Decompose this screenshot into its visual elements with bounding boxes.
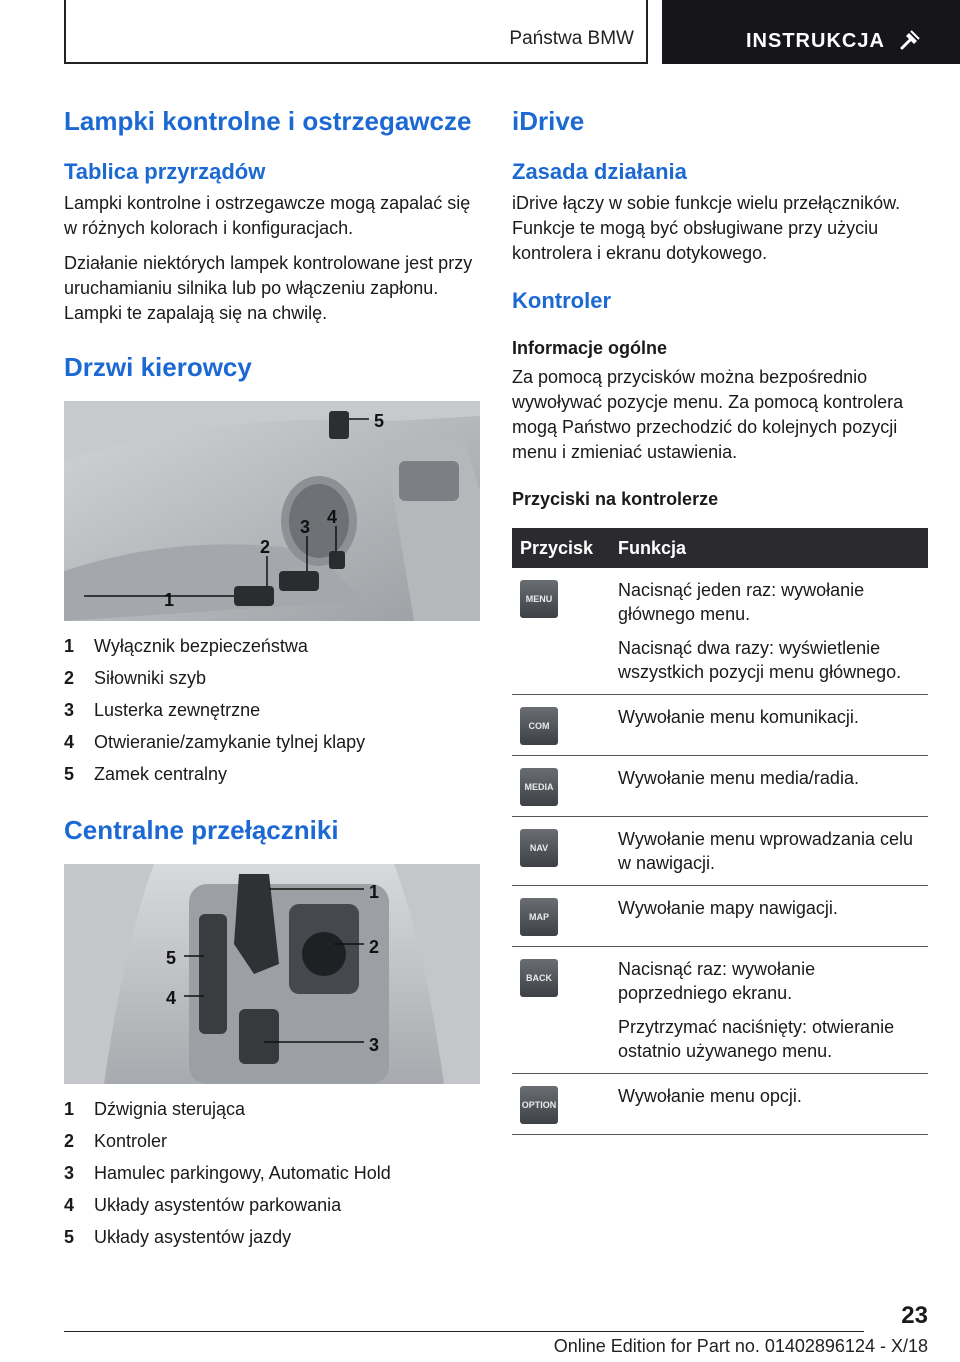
list-item xyxy=(64,731,482,763)
map-key-icon: MAP xyxy=(520,898,558,936)
list-item xyxy=(64,635,482,667)
table-cell: Wywołanie menu komunikacji. xyxy=(618,707,859,727)
table-row xyxy=(512,817,928,886)
legend-text: Układy asystentów jazdy xyxy=(94,1227,292,1247)
table-row xyxy=(512,886,928,947)
right-column xyxy=(512,100,928,1135)
center-switches-legend xyxy=(64,1098,482,1258)
com-key-icon: COM xyxy=(520,707,558,745)
legend-number: 5 xyxy=(64,764,75,784)
table-cell: Przytrzymać naciśnięty: otwieranie ostatnio używanego menu. xyxy=(618,1017,895,1061)
list-item xyxy=(64,699,482,731)
menu-key-icon: MENU xyxy=(520,580,558,618)
door-callout-3: 3 xyxy=(300,517,311,537)
legend-number: 4 xyxy=(64,732,75,752)
legend-text: Otwieranie/zamykanie tylnej klapy xyxy=(94,732,366,752)
list-item xyxy=(64,1098,482,1130)
idrive-title: iDrive xyxy=(512,106,585,136)
legend-number: 2 xyxy=(64,1131,75,1151)
table-cell: Nacisnąć dwa razy: wyświetlenie wszystkich pozycji menu głównego. xyxy=(618,638,902,682)
console-callout-2: 2 xyxy=(369,937,380,957)
legend-text: Kontroler xyxy=(94,1131,168,1151)
legend-text: Wyłącznik bezpieczeństwa xyxy=(94,636,308,656)
console-callout-1: 1 xyxy=(369,882,380,902)
console-callout-3: 3 xyxy=(369,1035,380,1055)
footer-divider xyxy=(64,1331,864,1332)
principle-heading: Zasada działania xyxy=(512,159,687,184)
console-callout-4: 4 xyxy=(166,988,177,1008)
legend-number: 2 xyxy=(64,668,75,688)
table-cell: Nacisnąć raz: wywołanie poprzedniego ekranu. xyxy=(618,959,816,1003)
header-chapter-box xyxy=(662,0,960,64)
legend-number: 1 xyxy=(64,636,75,656)
list-item xyxy=(64,1226,482,1258)
legend-number: 4 xyxy=(64,1195,75,1215)
list-item xyxy=(64,1130,482,1162)
table-cell: Wywołanie menu media/radia. xyxy=(618,768,859,788)
nav-key-icon: NAV xyxy=(520,829,558,867)
list-item xyxy=(64,1194,482,1226)
door-callout-2: 2 xyxy=(260,537,271,557)
driver-door-photo xyxy=(64,401,480,621)
header-section-box xyxy=(64,0,648,64)
driver-door-legend xyxy=(64,635,482,795)
page-number: 23 xyxy=(901,1302,928,1329)
list-item xyxy=(64,763,482,795)
legend-number: 5 xyxy=(64,1227,75,1247)
list-item xyxy=(64,1162,482,1194)
table-cell: Wywołanie menu wprowadzania celu w nawigacji. xyxy=(618,829,913,873)
legend-text: Układy asystentów parkowania xyxy=(94,1195,342,1215)
controller-buttons-table xyxy=(512,528,928,1135)
door-callout-4: 4 xyxy=(327,507,338,527)
left-column xyxy=(64,100,482,1258)
legend-text: Lusterka zewnętrzne xyxy=(94,700,261,720)
table-header-function: Funkcja xyxy=(610,528,928,568)
table-row xyxy=(512,947,928,1074)
legend-text: Siłowniki szyb xyxy=(94,668,207,688)
legend-number: 3 xyxy=(64,700,75,720)
table-row xyxy=(512,568,928,695)
general-info-text: Za pomocą przycisków można bezpośrednio wywoływać pozycje menu. Za pomocą kontrolera mogą Państwo przechodzić do kolejnych pozycji menu i zmieniać ustawienia. xyxy=(512,367,904,462)
media-key-icon: MEDIA xyxy=(520,768,558,806)
list-item xyxy=(64,667,482,699)
table-header-button: Przycisk xyxy=(512,528,610,568)
wrench-icon xyxy=(898,28,922,52)
instrument-panel-text-2: Działanie niektórych lampek kontrolowane jest przy uruchamianiu silnika lub po włączeniu zapłonu. Lampki te zapalają się na chwilę. xyxy=(64,253,473,323)
instrument-panel-text-1: Lampki kontrolne i ostrzegawcze mogą zapalać się w różnych kolorach i konfiguracjach. xyxy=(64,193,471,238)
center-switches-title: Centralne przełączniki xyxy=(64,815,339,845)
controller-heading: Kontroler xyxy=(512,288,611,313)
footer-edition: Online Edition for Part no. 01402896124 - X/18 xyxy=(553,1336,928,1356)
table-row xyxy=(512,695,928,756)
door-callout-1: 1 xyxy=(164,590,175,610)
table-row xyxy=(512,1074,928,1135)
controller-buttons-heading: Przyciski na kontrolerze xyxy=(512,489,719,509)
table-cell: Nacisnąć jeden raz: wywołanie głównego menu. xyxy=(618,580,865,624)
back-key-icon: BACK xyxy=(520,959,558,997)
warning-lights-title: Lampki kontrolne i ostrzegawcze xyxy=(64,106,472,136)
option-key-icon: OPTION xyxy=(520,1086,558,1124)
table-cell: Wywołanie mapy nawigacji. xyxy=(618,898,838,918)
center-console-photo xyxy=(64,864,480,1084)
header-chapter-label: INSTRUKCJA xyxy=(746,30,885,52)
legend-text: Dźwignia sterująca xyxy=(94,1099,246,1119)
instrument-panel-heading: Tablica przyrządów xyxy=(64,159,266,184)
general-info-heading: Informacje ogólne xyxy=(512,338,668,358)
legend-text: Hamulec parkingowy, Automatic Hold xyxy=(94,1163,391,1183)
driver-door-title: Drzwi kierowcy xyxy=(64,352,252,382)
header-section-label: Państwa BMW xyxy=(509,28,634,49)
console-callout-5: 5 xyxy=(166,948,177,968)
door-callout-5: 5 xyxy=(374,411,385,431)
table-row xyxy=(512,756,928,817)
principle-text: iDrive łączy w sobie funkcje wielu przełączników. Funkcje te mogą być obsługiwane przy użyciu kontrolera i ekranu dotykowego. xyxy=(512,193,901,263)
table-cell: Wywołanie menu opcji. xyxy=(618,1086,802,1106)
legend-number: 3 xyxy=(64,1163,75,1183)
legend-number: 1 xyxy=(64,1099,75,1119)
legend-text: Zamek centralny xyxy=(94,764,228,784)
